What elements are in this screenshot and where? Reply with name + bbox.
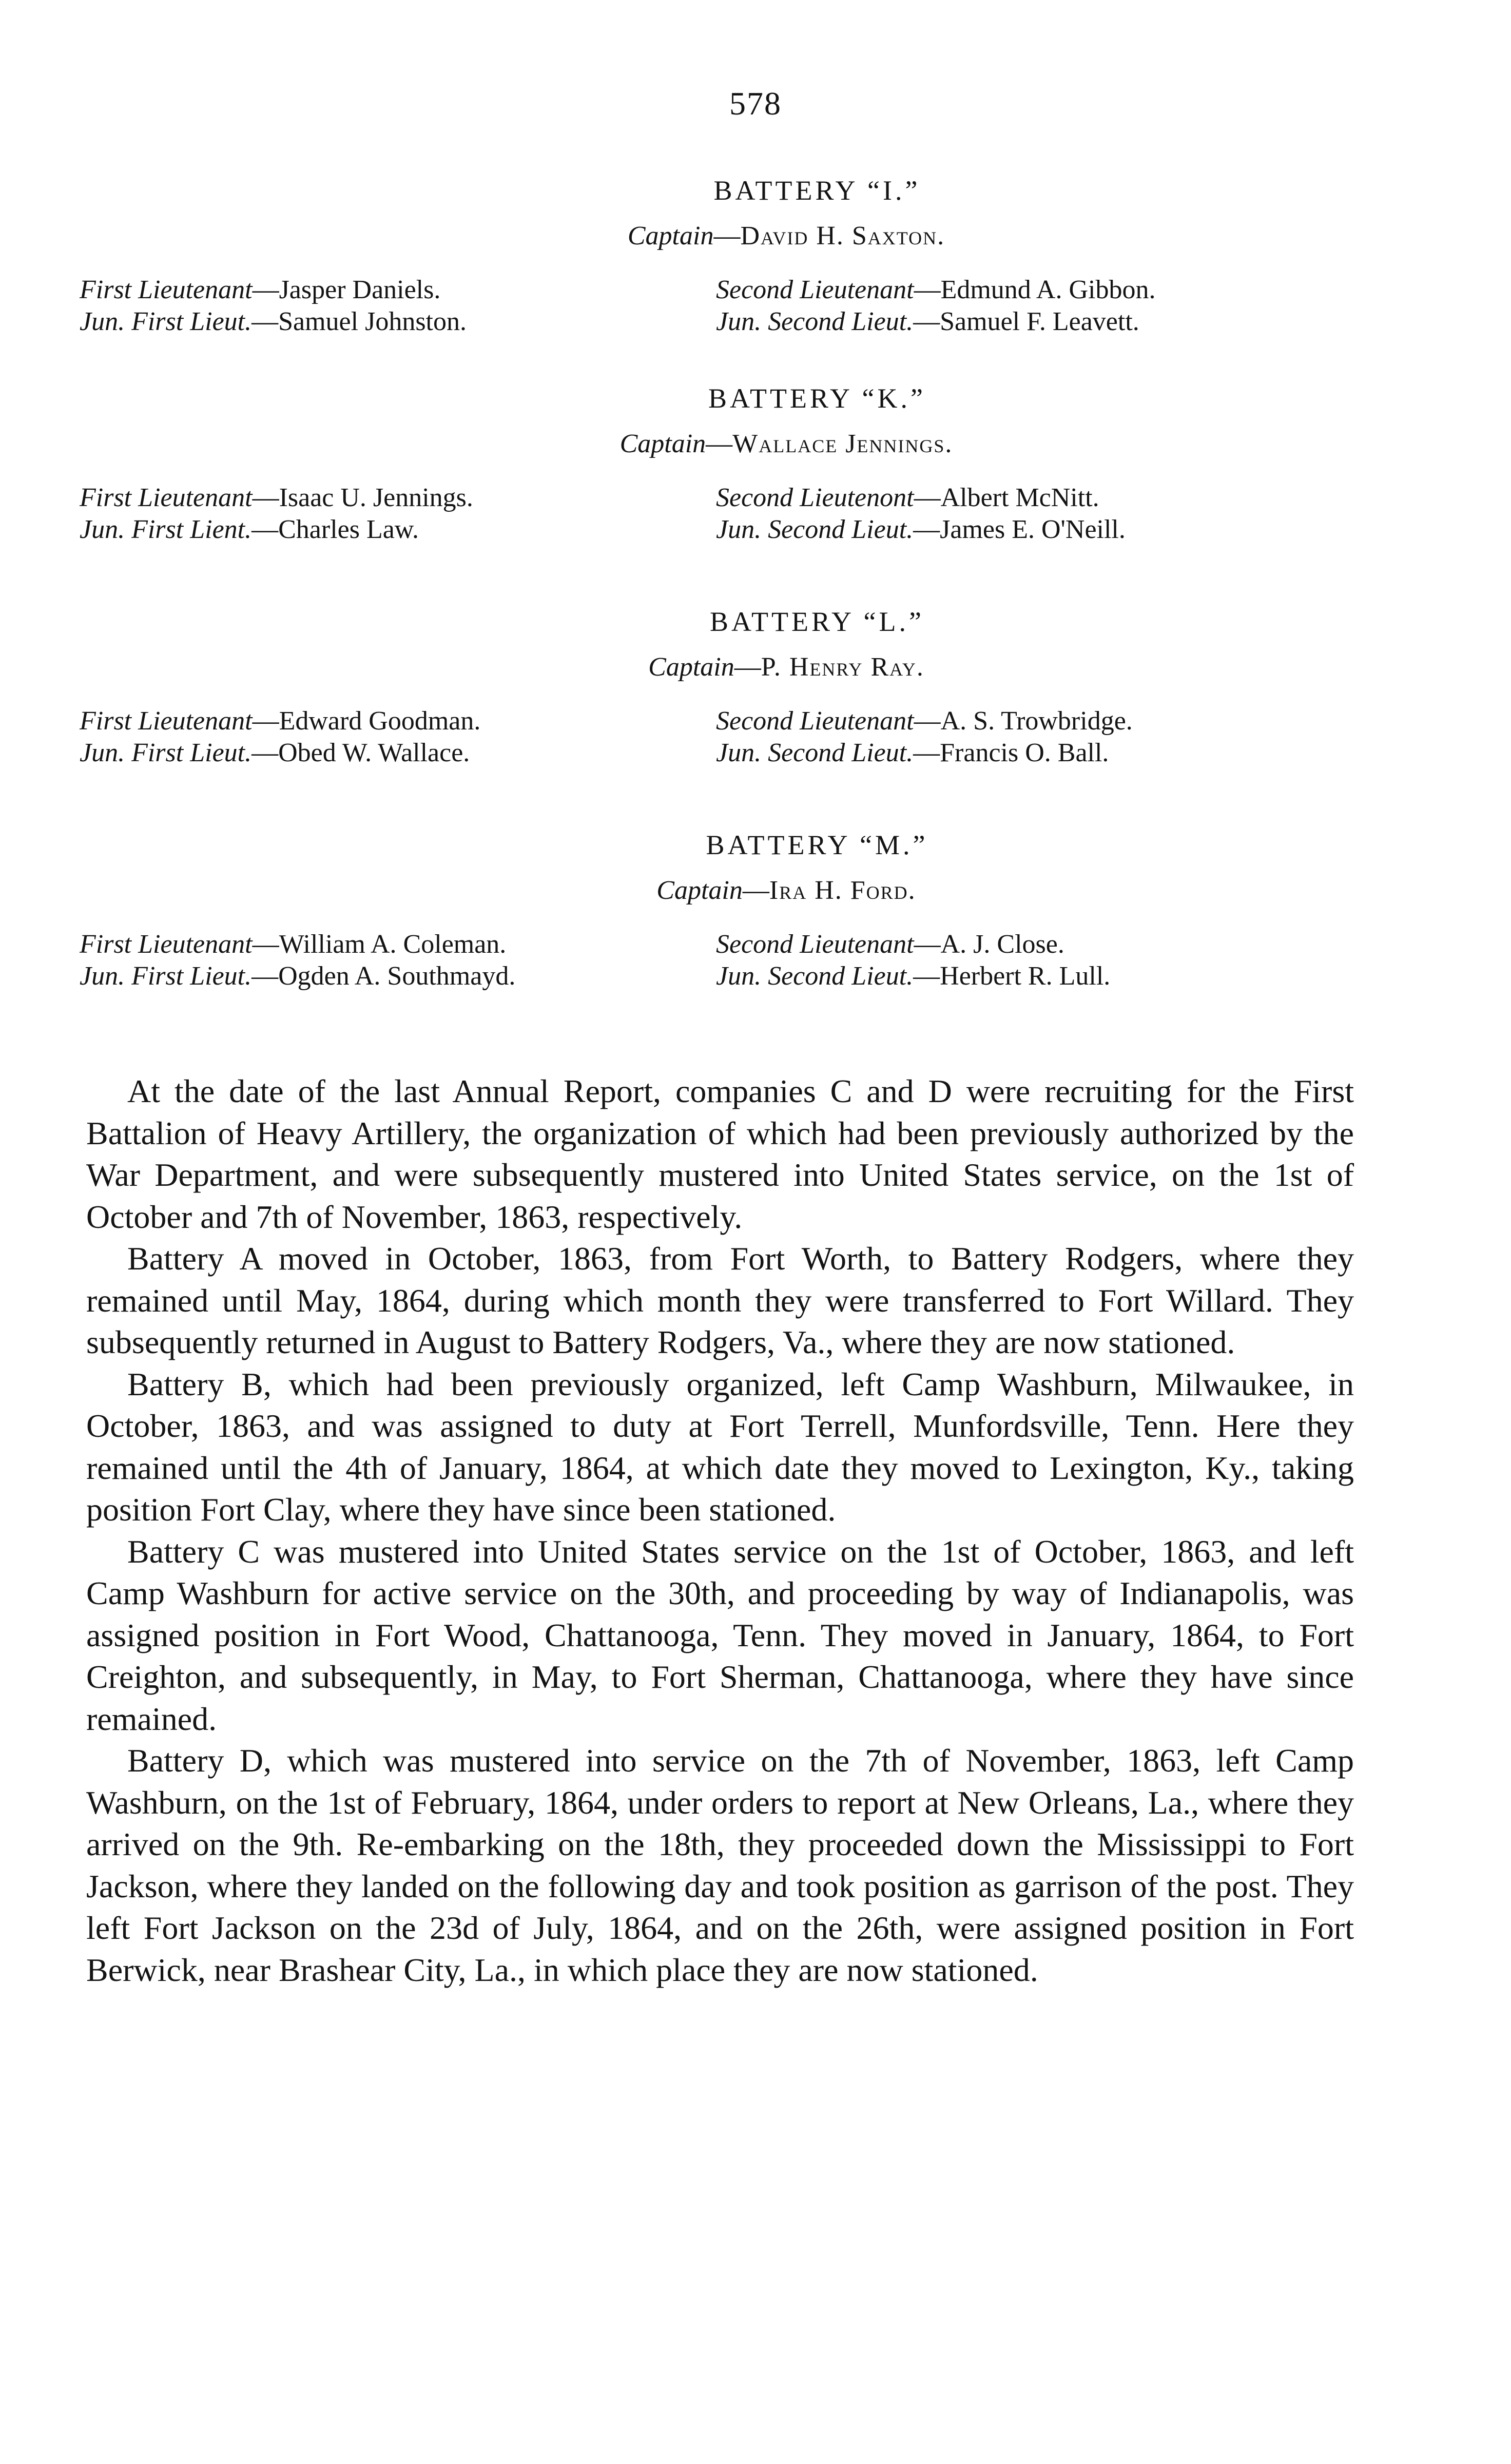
jun-first-lieut-role: Jun. First Lieut. [80, 738, 252, 767]
officer-row: First Lieutenant—Edward Goodman. Second Lieutenant—A. S. Trowbridge. [80, 706, 1133, 736]
second-lieutenant-name: Edmund A. Gibbon. [940, 275, 1156, 304]
jun-second-lieut-role: Jun. Second Lieut. [716, 515, 914, 544]
captain-line: Captain—Wallace Jennings. [619, 429, 953, 458]
jun-second-lieut-name: Herbert R. Lull. [940, 961, 1111, 991]
jun-second-lieut-name: Samuel F. Leavett. [940, 307, 1139, 336]
officer-row: First Lieutenant—William A. Coleman. Second Lieutenant—A. J. Close. [80, 930, 1064, 959]
paragraph: Battery D, which was mustered into service on the 7th of November, 1863, left Camp Washburn, on the 1st of February, 1864, under orders to report at New Orleans, La., where they arrived on the 9th. Re-embarking on the 18th, they proceeded down the Mississippi to Fort Jackson, where they landed on the following day and took position as garrison of the post. They left Fort Jackson on the 23d of July, 1864, and on the 26th, were assigned position in Fort Berwick, near Brashear City, La., in which place they are now stationed. [86, 1742, 1354, 1988]
captain-role: Captain [648, 652, 734, 682]
battery-title: BATTERY “I.” [713, 175, 921, 206]
battery-section-k [0, 382, 1511, 546]
captain-role: Captain [627, 221, 714, 251]
officer-row: Jun. First Lieut.—Obed W. Wallace. Jun. Second Lieut.—Francis O. Ball. [80, 738, 1109, 767]
first-lieutenant-role: First Lieutenant [80, 930, 253, 959]
jun-second-lieut-role: Jun. Second Lieut. [716, 738, 914, 767]
paragraph: At the date of the last Annual Report, companies C and D were recruiting for the First Battalion of Heavy Artillery, the organization of which had been previously authorized by the War Department, and were subsequently mustered into United States service, on the 1st of October and 7th of November, 1863, respectively. [86, 1073, 1354, 1235]
officer-row: First Lieutenant—Jasper Daniels. Second Lieutenant—Edmund A. Gibbon. [80, 275, 1156, 304]
jun-first-lieut-name: Ogden A. Southmayd. [278, 961, 516, 991]
battery-title: BATTERY “L.” [710, 606, 924, 637]
first-lieutenant-name: Edward Goodman. [279, 706, 481, 736]
second-lieutenant-role: Second Lieutenont [716, 483, 914, 512]
first-lieutenant-name: William A. Coleman. [279, 930, 507, 959]
captain-role: Captain [619, 429, 706, 458]
captain-line: Captain—P. Henry Ray. [648, 652, 924, 682]
battery-section-i [0, 175, 1511, 338]
page-number: 578 [729, 85, 782, 122]
jun-second-lieut-name: Francis O. Ball. [940, 738, 1109, 767]
officer-row: Jun. First Lient.—Charles Law. Jun. Second Lieut.—James E. O'Neill. [80, 515, 1126, 544]
jun-first-lieut-role: Jun. First Lieut. [80, 961, 252, 991]
battery-section-l [0, 606, 1511, 769]
paragraph: Battery A moved in October, 1863, from Fort Worth, to Battery Rodgers, where they remained until May, 1864, during which month they were transferred to Fort Willard. They subsequently returned in August to Battery Rodgers, Va., where they are now stationed. [86, 1240, 1354, 1360]
second-lieutenant-name: A. S. Trowbridge. [940, 706, 1133, 736]
first-lieutenant-role: First Lieutenant [80, 275, 253, 304]
officer-list [0, 275, 1511, 338]
paragraph: Battery B, which had been previously organized, left Camp Washburn, Milwaukee, in October, 1863, and was assigned to duty at Fort Terrell, Munfordsville, Tenn. Here they remained until the 4th of January, 1864, at which date they moved to Lexington, Ky., taking position Fort Clay, where they have since been stationed. [86, 1365, 1354, 1528]
first-lieutenant-role: First Lieutenant [80, 483, 253, 512]
battery-title: BATTERY “K.” [708, 383, 926, 414]
captain-name: Ira H. Ford. [769, 876, 916, 905]
second-lieutenant-name: A. J. Close. [940, 930, 1064, 959]
jun-first-lieut-name: Charles Law. [278, 515, 419, 544]
captain-role: Captain [656, 876, 743, 905]
captain-name: David H. Saxton. [740, 221, 945, 251]
jun-second-lieut-role: Jun. Second Lieut. [716, 307, 914, 336]
jun-second-lieut-role: Jun. Second Lieut. [716, 961, 914, 991]
first-lieutenant-role: First Lieutenant [80, 706, 253, 736]
jun-first-lieut-role: Jun. First Lient. [80, 515, 252, 544]
captain-line: Captain—David H. Saxton. [627, 221, 945, 251]
jun-first-lieut-name: Samuel Johnston. [278, 307, 467, 336]
battery-section-m [0, 829, 1511, 993]
battery-title: BATTERY “M.” [706, 830, 928, 860]
captain-name: P. Henry Ray. [761, 652, 924, 682]
officer-list [0, 483, 1511, 546]
report-body [86, 1070, 1354, 1991]
paragraph: Battery C was mustered into United States service on the 1st of October, 1863, and left Camp Washburn for active service on the 30th, and proceeding by way of Indianapolis, was assigned position in Fort Wood, Chattanooga, Tenn. They moved in January, 1864, to Fort Creighton, and subsequently, in May, to Fort Sherman, Chattanooga, where they have since remained. [86, 1533, 1354, 1737]
first-lieutenant-name: Isaac U. Jennings. [279, 483, 473, 512]
second-lieutenant-name: Albert McNitt. [940, 483, 1099, 512]
officer-row: Jun. First Lieut.—Samuel Johnston. Jun. Second Lieut.—Samuel F. Leavett. [80, 307, 1139, 336]
jun-first-lieut-role: Jun. First Lieut. [80, 307, 252, 336]
officer-list [0, 929, 1511, 993]
jun-first-lieut-name: Obed W. Wallace. [278, 738, 470, 767]
jun-second-lieut-name: James E. O'Neill. [940, 515, 1126, 544]
officer-list [0, 706, 1511, 769]
first-lieutenant-name: Jasper Daniels. [279, 275, 441, 304]
second-lieutenant-role: Second Lieutenant [716, 706, 914, 736]
captain-name: Wallace Jennings. [732, 429, 953, 458]
officer-row: Jun. First Lieut.—Ogden A. Southmayd. Jun. Second Lieut.—Herbert R. Lull. [80, 961, 1111, 991]
second-lieutenant-role: Second Lieutenant [716, 930, 914, 959]
officer-row: First Lieutenant—Isaac U. Jennings. Second Lieutenont—Albert McNitt. [80, 483, 1099, 512]
second-lieutenant-role: Second Lieutenant [716, 275, 914, 304]
captain-line: Captain—Ira H. Ford. [656, 876, 916, 905]
